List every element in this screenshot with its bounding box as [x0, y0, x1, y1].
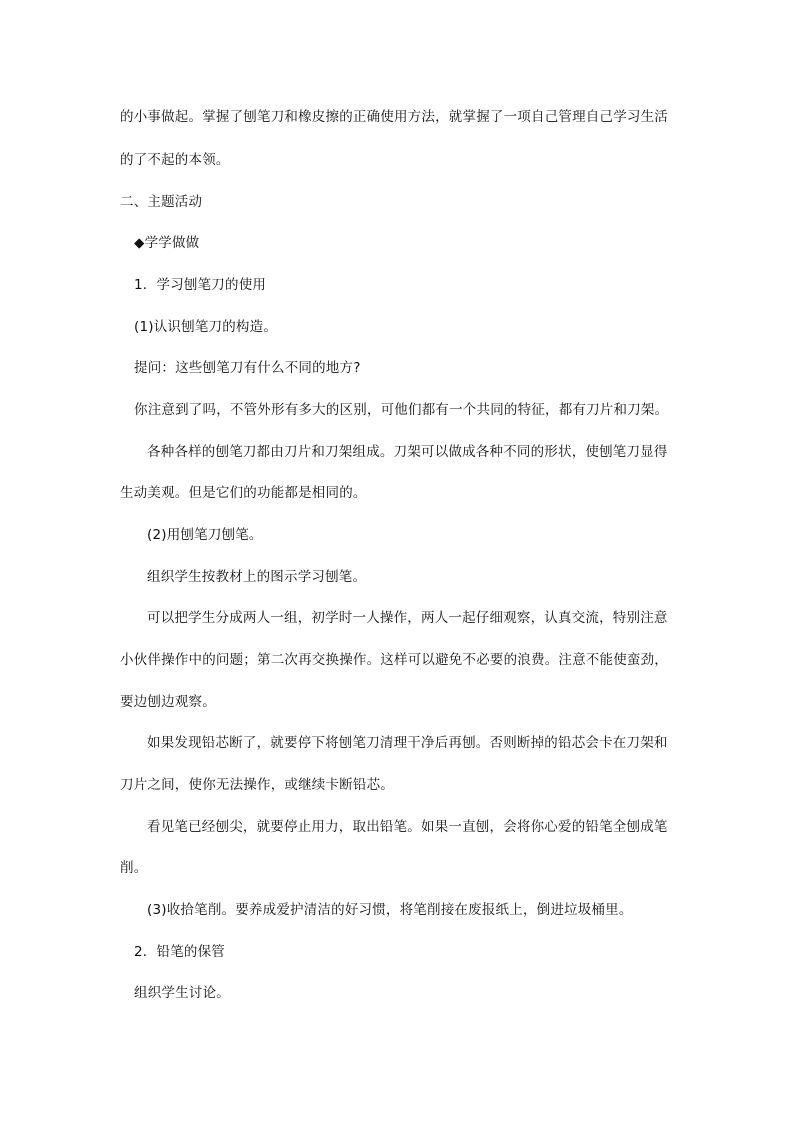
text-line: 组织学生讨论。 [134, 985, 230, 1001]
text-line: 生动美观。但是它们的功能都是相同的。 [120, 485, 367, 501]
numbered-heading: 2．铅笔的保管 [134, 944, 225, 960]
text-line: 提问：这些刨笔刀有什么不同的地方? [134, 360, 361, 376]
text-line: 要边刨边观察。 [120, 694, 216, 710]
text-line: 的了不起的本领。 [120, 152, 230, 168]
text-line: 的小事做起。掌握了刨笔刀和橡皮擦的正确使用方法，就掌握了一项自己管理自己学习生活 [120, 109, 668, 125]
section-heading: 二、主题活动 [120, 194, 203, 210]
text-line: 如果发现铅芯断了，就要停下将刨笔刀清理干净后再刨。否则断掉的铅芯会卡在刀架和 [147, 735, 668, 751]
text-line: (3)收拾笔削。要养成爱护清洁的好习惯，将笔削接在废报纸上，倒进垃圾桶里。 [147, 902, 633, 918]
text-line: 各种各样的刨笔刀都由刀片和刀架组成。刀架可以做成各种不同的形状，使刨笔刀显得 [147, 444, 668, 460]
text-line: (2)用刨笔刀刨笔。 [147, 527, 263, 543]
text-line: 你注意到了吗，不管外形有多大的区别，可他们都有一个共同的特征，都有刀片和刀架。 [134, 402, 669, 418]
text-line: 组织学生按教材上的图示学习刨笔。 [147, 569, 367, 585]
subsection-heading: ◆学学做做 [134, 235, 200, 251]
text-line: 削。 [120, 860, 148, 876]
numbered-heading: 1．学习刨笔刀的使用 [134, 277, 267, 293]
text-line: 小伙伴操作中的问题；第二次再交换操作。这样可以避免不必要的浪费。注意不能使蛮劲， [120, 652, 668, 668]
text-line: 可以把学生分成两人一组，初学时一人操作，两人一起仔细观察，认真交流，特别注意 [147, 610, 668, 626]
text-line: 看见笔已经刨尖，就要停止用力，取出铅笔。如果一直刨，会将你心爱的铅笔全刨成笔 [147, 819, 668, 835]
text-line: (1)认识刨笔刀的构造。 [134, 319, 278, 335]
text-line: 刀片之间，使你无法操作，或继续卡断铅芯。 [120, 777, 394, 793]
